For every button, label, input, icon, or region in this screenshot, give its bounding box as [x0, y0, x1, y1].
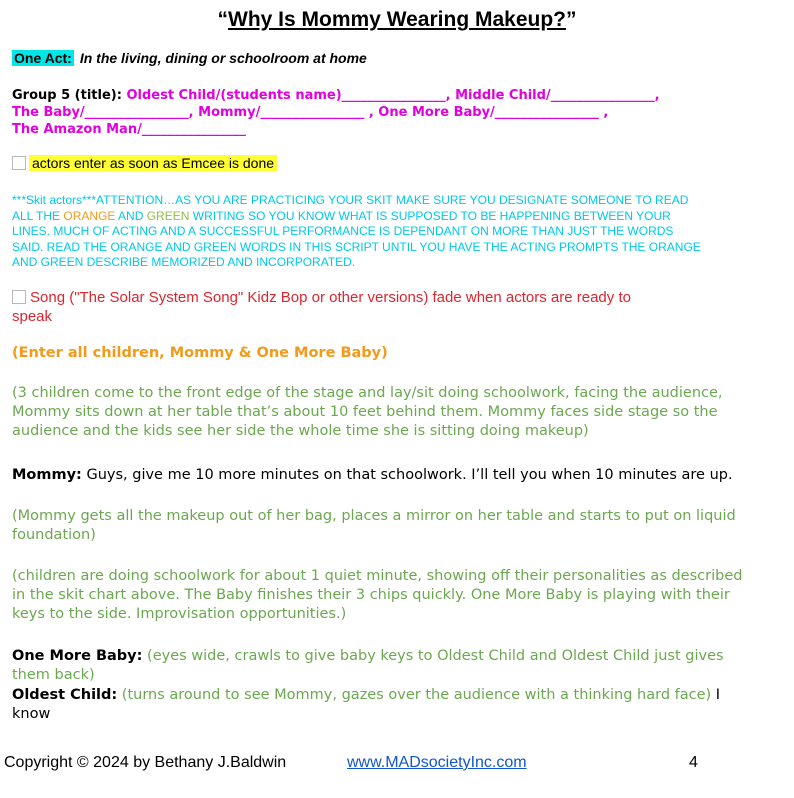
cast-line-3: The Amazon Man/________________ — [12, 122, 246, 137]
attention-and: AND — [115, 208, 147, 223]
mommy-dialogue: Guys, give me 10 more minutes on that schoolwork. I’ll tell you when 10 minutes are up. — [81, 467, 733, 483]
footer-copyright: Copyright © 2024 by Bethany J.Baldwin — [4, 754, 287, 771]
oldest-direction: (turns around to see Mommy, gazes over the audience with a thinking hard face) — [117, 687, 712, 703]
attention-part-1: ***Skit actors***ATTENTION…AS YOU ARE PRACTICING YOUR SKIT MAKE SURE YOU DESIGNATE SOMEONE TO READ ALL THE — [12, 193, 689, 223]
mommy-line — [12, 466, 752, 485]
page-number: 4 — [689, 754, 698, 771]
cue-enter-text: actors enter as soon as Emcee is done — [29, 155, 277, 171]
group-prefix: Group 5 (title): — [12, 88, 122, 103]
enter-children-direction: (Enter all children, Mommy & One More Baby) — [12, 345, 388, 361]
mommy-speaker: Mommy: — [12, 467, 82, 483]
stage-direction-1: (3 children come to the front edge of the stage and lay/sit doing schoolwork, facing the audience, Mommy sits down at her table that’s about 10 feet behind them. Mommy faces side stage so the audience and the kids see her side the whole time she is sitting doing makeup) — [12, 385, 723, 439]
oldest-child-line — [12, 686, 752, 724]
title-open-quote: “ — [217, 8, 228, 31]
baby-speaker: One More Baby: — [12, 648, 143, 664]
title-close-quote: ” — [566, 8, 577, 31]
song-cue — [12, 288, 672, 326]
song-checkbox[interactable] — [12, 290, 26, 304]
attention-orange-word: ORANGE — [63, 208, 116, 223]
attention-part-2: WRITING SO YOU KNOW WHAT IS SUPPOSED TO BE HAPPENING BETWEEN YOUR LINES. MUCH OF ACTING AND A SUCCESSFUL PERFORMANCE IS DEPENDANT ON MORE THAN JUST THE WORDS SAID. READ THE ORANGE AND GREEN WORDS IN THIS SCRIPT UNTIL YOU HAVE THE ACTING PROMPTS THE ORANGE AND GREEN DESCRIBE MEMORIZED AND INCORPORATED. — [12, 208, 701, 269]
page-title — [0, 8, 794, 32]
cue-checkbox[interactable] — [12, 156, 26, 170]
song-text: Song ("The Solar System Song" Kidz Bop or other versions) fade when actors are ready to speak — [12, 289, 631, 325]
oldest-dialogue: I know — [12, 687, 721, 722]
baby-direction: (eyes wide, crawls to give baby keys to Oldest Child and Oldest Child just gives them back) — [12, 648, 724, 683]
one-act-line — [12, 50, 367, 66]
cast-line-2: The Baby/________________, Mommy/________________ , One More Baby/________________ , — [12, 105, 609, 120]
one-more-baby-line — [12, 647, 752, 685]
cue-actors-enter — [12, 155, 277, 171]
cast-line-1: Oldest Child/(students name)________________, Middle Child/________________, — [121, 88, 660, 103]
oldest-speaker: Oldest Child: — [12, 687, 118, 703]
title-text: Why Is Mommy Wearing Makeup? — [228, 8, 566, 31]
one-act-setting: In the living, dining or schoolroom at home — [79, 50, 367, 66]
cast-list — [12, 87, 752, 138]
attention-note — [12, 193, 702, 271]
attention-green-word: GREEN — [146, 208, 190, 223]
stage-direction-3: (children are doing schoolwork for about 1 quiet minute, showing off their personalities as described in the skit chart above. The Baby finishes their 3 chips quickly. One More Baby is playing with their keys to the side. Improvisation opportunities.) — [12, 568, 743, 622]
footer-website-link[interactable]: www.MADsocietyInc.com — [347, 754, 527, 771]
stage-direction-2: (Mommy gets all the makeup out of her bag, places a mirror on her table and starts to put on liquid foundation) — [12, 508, 736, 543]
one-act-label: One Act: — [14, 50, 72, 66]
